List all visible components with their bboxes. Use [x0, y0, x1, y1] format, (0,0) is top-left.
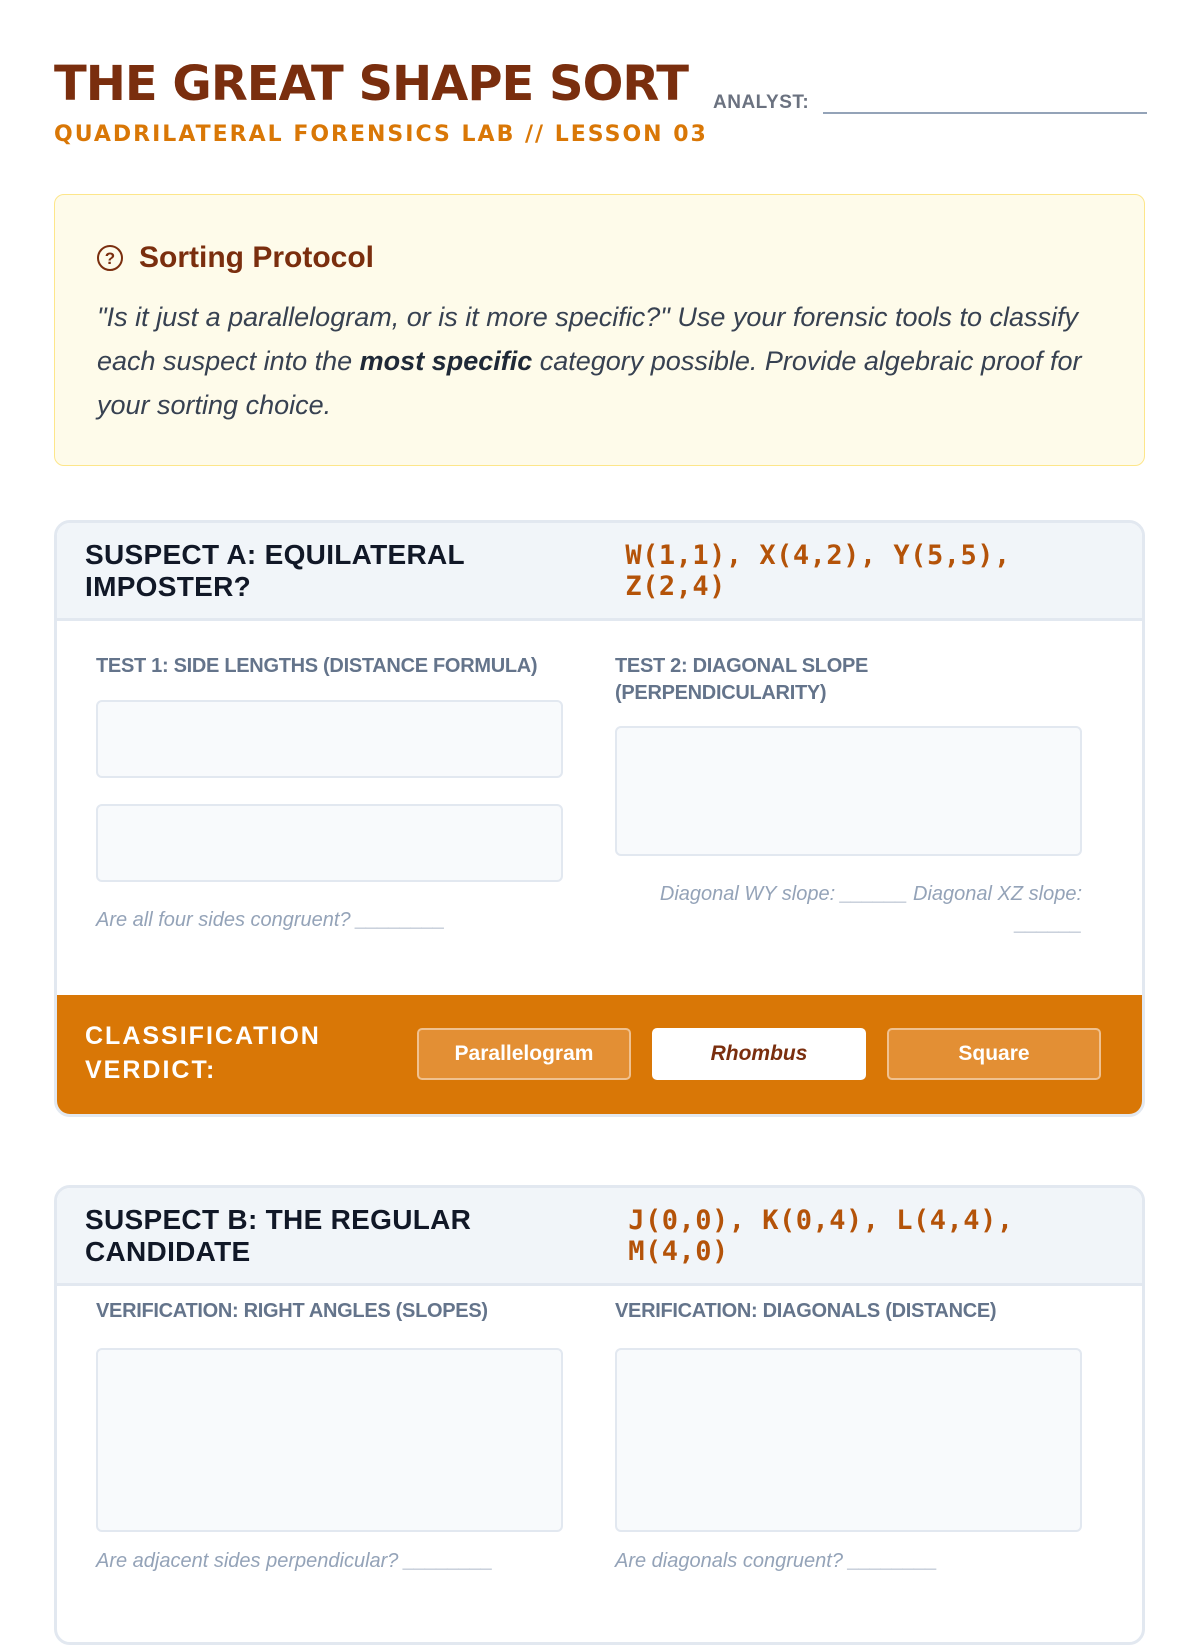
- suspect-b-name: SUSPECT B: THE REGULAR CANDIDATE: [85, 1203, 472, 1267]
- suspect-a-coordinates: W(1,1), X(4,2), Y(5,5), Z(2,4): [625, 539, 1011, 602]
- suspect-b-card: [54, 1185, 1145, 1645]
- suspect-a-side-work-box-2[interactable]: [96, 804, 563, 882]
- suspect-b-test2-label: VERIFICATION: DIAGONALS (DISTANCE): [615, 1300, 997, 1322]
- protocol-heading: [97, 241, 374, 275]
- suspect-a-test1-hint: Are all four sides congruent? ________: [96, 909, 446, 931]
- suspect-b-test1-hint: Are adjacent sides perpendicular? ________: [96, 1550, 493, 1572]
- suspect-a-test1-label: TEST 1: SIDE LENGTHS (DISTANCE FORMULA): [96, 655, 538, 677]
- suspect-b-coordinates: J(0,0), K(0,4), L(4,4), M(4,0): [628, 1204, 1014, 1267]
- suspect-b-diagonals-work-box[interactable]: [615, 1348, 1082, 1532]
- page-title: THE GREAT SHAPE SORT: [54, 56, 688, 112]
- analyst-input-line[interactable]: [823, 88, 1147, 114]
- protocol-title: Sorting Protocol: [139, 241, 374, 274]
- suspect-a-header: [57, 523, 1142, 621]
- verdict-option-rhombus[interactable]: Rhombus: [652, 1028, 866, 1080]
- analyst-label: ANALYST:: [713, 92, 810, 113]
- page-subtitle: QUADRILATERAL FORENSICS LAB // LESSON 03: [54, 122, 708, 147]
- protocol-text-part1: "Is it just a parallelogram, or is it more specific?" Use your forensic tools to classify each suspect into the: [97, 302, 1079, 376]
- suspect-b-test2-hint: Are diagonals congruent? ________: [615, 1550, 938, 1572]
- suspect-b-header: [57, 1188, 1142, 1286]
- question-circle-icon: ?: [97, 245, 123, 271]
- suspect-a-name: SUSPECT A: EQUILATERAL IMPOSTER?: [85, 538, 465, 602]
- suspect-b-slopes-work-box[interactable]: [96, 1348, 563, 1532]
- suspect-a-card: [54, 520, 1145, 1117]
- verdict-option-parallelogram[interactable]: Parallelogram: [417, 1028, 631, 1080]
- suspect-a-test2-hint: Diagonal WY slope: ______ Diagonal XZ slope: ______: [659, 883, 1082, 935]
- suspect-a-slope-work-box[interactable]: [615, 726, 1082, 856]
- protocol-text-part2: category possible. Provide algebraic proof for your sorting choice.: [97, 346, 1082, 420]
- classification-verdict-bar: [57, 995, 1142, 1115]
- protocol-instructions: [97, 295, 1097, 427]
- suspect-b-test1-label: VERIFICATION: RIGHT ANGLES (SLOPES): [96, 1300, 488, 1322]
- verdict-label: CLASSIFICATION VERDICT:: [85, 1022, 321, 1084]
- sorting-protocol-box: [54, 194, 1145, 466]
- worksheet-header: [54, 0, 1147, 190]
- suspect-a-test2-label: TEST 2: DIAGONAL SLOPE (PERPENDICULARITY): [615, 655, 869, 704]
- suspect-a-side-work-box-1[interactable]: [96, 700, 563, 778]
- protocol-text-emphasis: most specific: [359, 346, 533, 376]
- analyst-field[interactable]: [713, 88, 1147, 114]
- verdict-option-square[interactable]: Square: [887, 1028, 1101, 1080]
- worksheet-page: [54, 0, 1147, 1572]
